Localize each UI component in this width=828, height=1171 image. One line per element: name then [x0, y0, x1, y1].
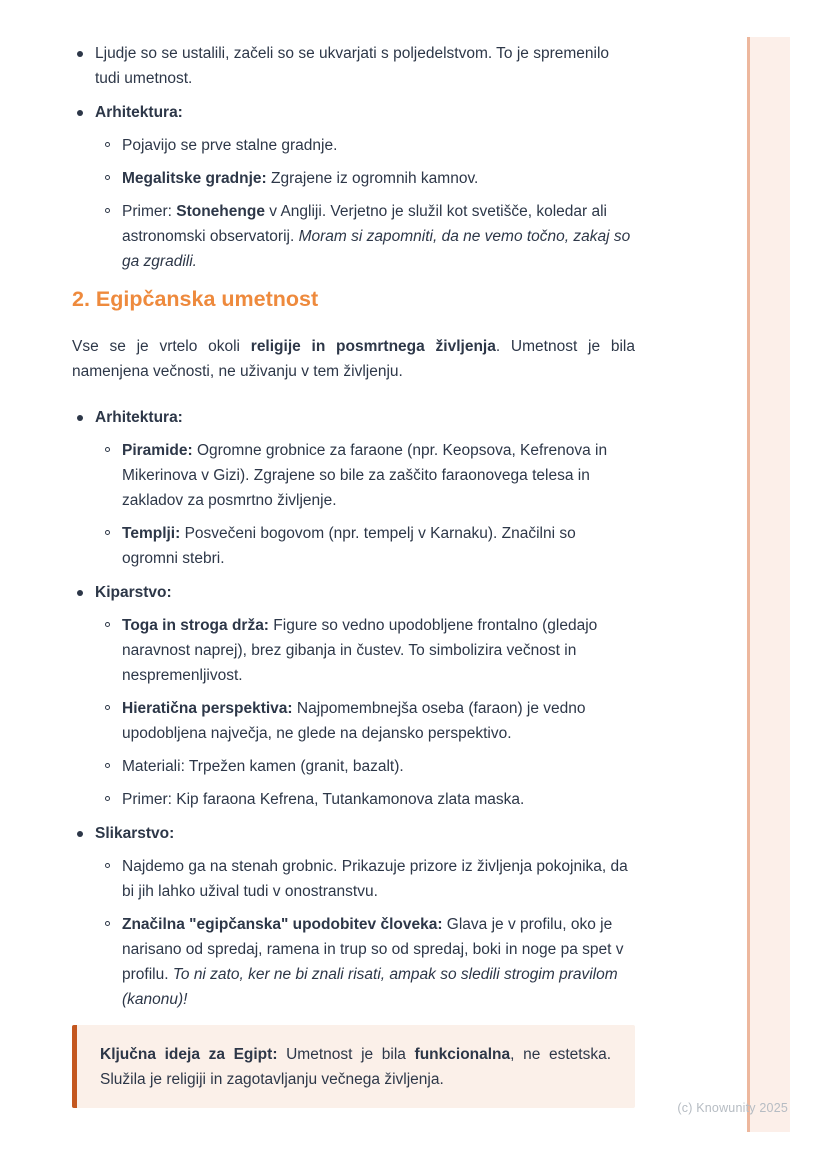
list-item: [72, 41, 635, 91]
circle-bullet-icon: [105, 921, 110, 926]
list-item: [95, 521, 635, 571]
list-item-text: [122, 170, 478, 187]
text-run: v Angliji. Verjetno je služil kot svetišče, koledar ali astronomski observatorij.: [122, 203, 607, 245]
paragraph: [72, 334, 635, 384]
list-item-text: [95, 409, 183, 426]
bullet-list: [72, 41, 635, 274]
bold-text: religije in posmrtnega življenja: [250, 338, 496, 355]
text-run: Najdemo ga na stenah grobnic. Prikazuje prizore iz življenja pokojnika, da bi jih lahko užival tudi v onostranstvu.: [122, 858, 628, 900]
bold-text: Kiparstvo:: [95, 584, 172, 601]
document-content: [72, 41, 635, 1108]
list-item-text: [122, 525, 576, 567]
circle-bullet-icon: [105, 530, 110, 535]
list-item-text: [95, 45, 609, 87]
bullet-icon: [77, 831, 83, 837]
text-run: . Umetnost je bila namenjena večnosti, ne uživanju v tem življenju.: [72, 338, 635, 380]
circle-bullet-icon: [105, 796, 110, 801]
bullet-icon: [77, 590, 83, 596]
text-run: Ljudje so se ustalili, začeli so se ukvarjati s poljedelstvom. To je spremenilo tudi umetnost.: [95, 45, 610, 87]
list-item-text: [122, 700, 586, 742]
list-item: [72, 580, 635, 812]
list-item-text: [122, 916, 623, 1008]
circle-bullet-icon: [105, 863, 110, 868]
text-run: Ogromne grobnice za faraone (npr. Keopsova, Kefrenova in Mikerinova v Gizi). Zgrajene so bile za zaščito faraonovega telesa in zakladov za posmrtno življenje.: [122, 442, 608, 509]
bold-text: Hieratična perspektiva:: [122, 700, 293, 717]
bullet-icon: [77, 415, 83, 421]
list-item-text: [122, 442, 607, 509]
bullet-icon: [77, 51, 83, 57]
list-item: [95, 438, 635, 513]
text-run: Posvečeni bogovom (npr. tempelj v Karnaku). Značilni so ogromni stebri.: [122, 525, 576, 567]
text-run: , ne estetska. Služila je religiji in zagotavljanju večnega življenja.: [100, 1046, 611, 1088]
callout-box: [72, 1025, 635, 1108]
text-run: Glava je v profilu, oko je narisano od spredaj, ramena in trup so od spredaj, boki in noge pa spet v profilu.: [122, 916, 624, 983]
text-run: Figure so vedno upodobljene frontalno (gledajo naravnost naprej), brez gibanja in čustev. To simbolizira večnost in nespremenljivost.: [122, 617, 598, 684]
circle-bullet-icon: [105, 142, 110, 147]
list-item-text: [122, 858, 628, 900]
bold-text: Ključna ideja za Egipt:: [100, 1046, 278, 1063]
circle-bullet-icon: [105, 763, 110, 768]
bullet-list: [72, 405, 635, 1012]
list-item: [95, 754, 635, 779]
list-item: [72, 100, 635, 274]
italic-text: To ni zato, ker ne bi znali risati, ampak so sledili strogim pravilom (kanonu)!: [122, 966, 618, 1008]
page-edge-stripe: [747, 37, 790, 1132]
text-run: Umetnost je bila: [277, 1046, 415, 1063]
bold-text: Značilna "egipčanska" upodobitev človeka:: [122, 916, 443, 933]
circle-bullet-icon: [105, 447, 110, 452]
text-run: Pojavijo se prve stalne gradnje.: [122, 137, 338, 154]
circle-bullet-icon: [105, 175, 110, 180]
list-item-text: [122, 791, 524, 808]
copyright-note: (c) Knowunity 2025: [677, 1101, 788, 1115]
italic-text: Moram si zapomniti, da ne vemo točno, zakaj so ga zgradili.: [122, 228, 631, 270]
circle-bullet-icon: [105, 208, 110, 213]
sub-bullet-list: [95, 438, 635, 571]
sub-bullet-list: [95, 613, 635, 812]
list-item: [95, 696, 635, 746]
list-item-text: [122, 137, 337, 154]
bold-text: Piramide:: [122, 442, 193, 459]
list-item: [95, 854, 635, 904]
bold-text: Slikarstvo:: [95, 825, 175, 842]
list-item-text: [122, 758, 404, 775]
section-heading: 2. Egipčanska umetnost: [72, 287, 319, 311]
list-item-text: [122, 617, 597, 684]
list-item: [95, 912, 635, 1012]
circle-bullet-icon: [105, 705, 110, 710]
bold-text: Arhitektura:: [95, 104, 183, 121]
list-item: [95, 787, 635, 812]
list-item: [72, 405, 635, 571]
sub-bullet-list: [95, 854, 635, 1012]
text-run: Primer:: [122, 203, 177, 220]
text-run: Vse se je vrtelo okoli: [72, 338, 251, 355]
list-item: [72, 821, 635, 1012]
list-item-text: [95, 104, 183, 121]
circle-bullet-icon: [105, 622, 110, 627]
text-run: Primer: Kip faraona Kefrena, Tutankamonova zlata maska.: [122, 791, 525, 808]
list-item-text: [95, 584, 172, 601]
list-item-text: [122, 203, 630, 270]
list-item: [95, 166, 635, 191]
bold-text: Arhitektura:: [95, 409, 183, 426]
list-item-text: [95, 825, 174, 842]
list-item: [95, 613, 635, 688]
bold-text: Templji:: [122, 525, 181, 542]
list-item: [95, 133, 635, 158]
text-run: Materiali: Trpežen kamen (granit, bazalt).: [122, 758, 404, 775]
list-item: [95, 199, 635, 274]
bold-text: funkcionalna: [414, 1046, 511, 1063]
bold-text: Toga in stroga drža:: [122, 617, 269, 634]
bold-text: Megalitske gradnje:: [122, 170, 267, 187]
bold-text: Stonehenge: [176, 203, 265, 220]
text-run: Zgrajene iz ogromnih kamnov.: [266, 170, 479, 187]
text-run: Najpomembnejša oseba (faraon) je vedno upodobljena največja, ne glede na dejansko perspektivo.: [122, 700, 586, 742]
bullet-icon: [77, 110, 83, 116]
sub-bullet-list: [95, 133, 635, 274]
callout-text: [100, 1042, 611, 1092]
